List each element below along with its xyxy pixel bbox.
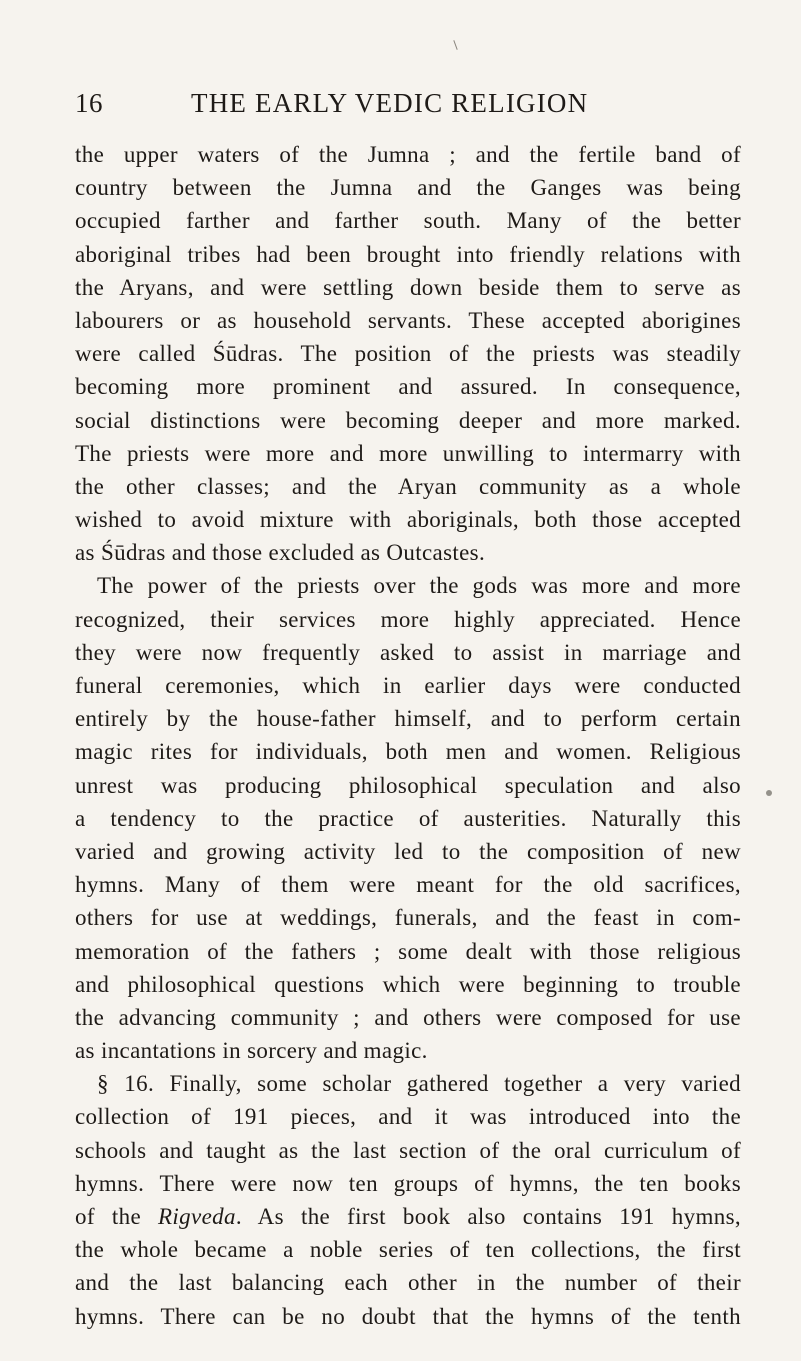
text-line: schools and taught as the last section of the oral curriculum of: [75, 1137, 741, 1163]
page-header: [75, 88, 735, 128]
text-line-rigveda: [75, 1200, 741, 1233]
text-line: the whole became a noble series of ten collections, the first: [75, 1237, 741, 1263]
text-line: the advancing community ; and others were composed for use: [75, 1004, 741, 1030]
text-line: memoration of the fathers ; some dealt with those religious: [75, 938, 741, 964]
stray-ink-dot: [766, 790, 772, 796]
text-line: The priests were more and more unwilling to intermarry with: [75, 440, 741, 466]
text-line: wished to avoid mixture with aboriginals, both those accepted: [75, 507, 741, 533]
text-line: unrest was producing philosophical speculation and also: [75, 772, 741, 798]
stray-ink-mark: [453, 40, 457, 50]
text-line: becoming more prominent and assured. In consequence,: [75, 374, 741, 400]
page-number: 16: [75, 88, 103, 118]
text-line: aboriginal tribes had been brought into friendly relations with: [75, 241, 741, 267]
text-line: the other classes; and the Aryan community as a whole: [75, 473, 741, 499]
text-line: collection of 191 pieces, and it was introduced into the: [75, 1104, 741, 1130]
text-line: varied and growing activity led to the composition of new: [75, 838, 741, 864]
section-16-start: § 16. Finally, some scholar gathered together a very varied: [97, 1071, 741, 1097]
text-line: they were now frequently asked to assist in marriage and: [75, 639, 741, 665]
text-line: social distinctions were becoming deeper and more marked.: [75, 407, 741, 433]
body-text: [75, 138, 741, 1333]
text-line: hymns. There can be no doubt that the hymns of the tenth: [75, 1303, 741, 1329]
text-line: occupied farther and farther south. Many of the better: [75, 208, 741, 234]
text-line: recognized, their services more highly appreciated. Hence: [75, 606, 741, 632]
text-line: hymns. There were now ten groups of hymns, the ten books: [75, 1170, 741, 1196]
text-line: and philosophical questions which were beginning to trouble: [75, 971, 741, 997]
rigveda-title: Rigveda: [158, 1204, 236, 1229]
text-line: country between the Jumna and the Ganges was being: [75, 175, 741, 201]
text-line: the upper waters of the Jumna ; and the fertile band of: [75, 142, 741, 167]
text-line: the Aryans, and were settling down beside them to serve as: [75, 274, 741, 300]
text-line-paragraph-start: The power of the priests over the gods was more and more: [97, 573, 741, 599]
text-line: were called Śūdras. The position of the priests was steadily: [75, 341, 741, 367]
text-line: a tendency to the practice of austerities. Naturally this: [75, 805, 741, 831]
text-line: entirely by the house-father himself, and to perform certain: [75, 706, 741, 732]
text-line: hymns. Many of them were meant for the old sacrifices,: [75, 872, 741, 898]
text-fragment: . As the first book also contains 191 hymns,: [235, 1204, 741, 1229]
text-line: and the last balancing each other in the number of their: [75, 1270, 741, 1296]
text-line: labourers or as household servants. These accepted aborigines: [75, 307, 741, 333]
text-line: magic rites for individuals, both men and women. Religious: [75, 739, 741, 765]
text-fragment: of the: [75, 1204, 159, 1229]
running-head: THE EARLY VEDIC RELIGION: [191, 88, 589, 118]
text-line-paragraph-end: as incantations in sorcery and magic.: [75, 1038, 428, 1064]
text-line: others for use at weddings, funerals, and the feast in com-: [75, 905, 741, 931]
text-line-paragraph-end: as Śūdras and those excluded as Outcastes.: [75, 540, 486, 566]
text-line: funeral ceremonies, which in earlier days were conducted: [75, 673, 741, 698]
